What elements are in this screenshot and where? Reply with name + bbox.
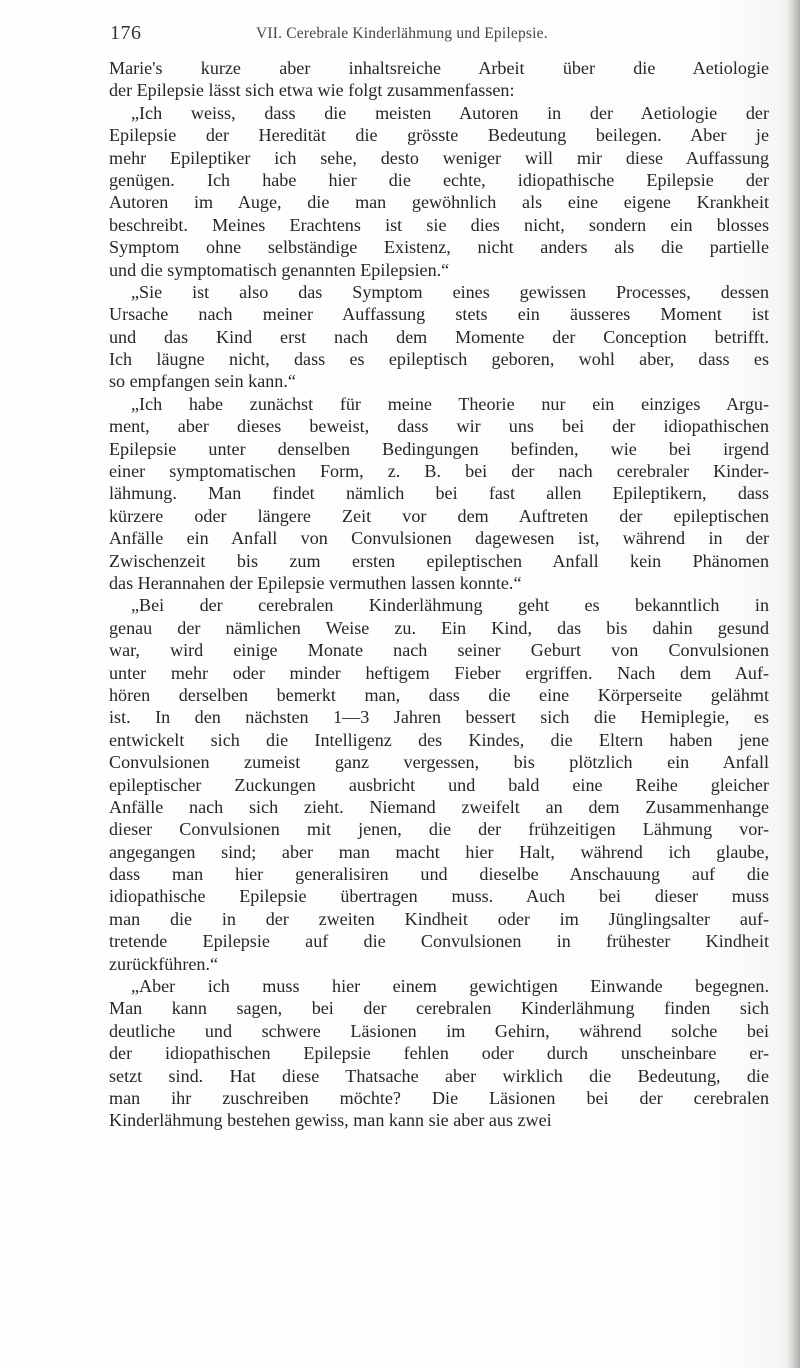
text-line: epileptischer Zuckungen ausbricht und bald eine Reihe gleicher	[109, 774, 769, 795]
text-line: der Epilepsie lässt sich etwa wie folgt zusammenfassen:	[109, 80, 515, 101]
text-line: mehr Epileptiker ich sehe, desto weniger will mir diese Auffassung	[109, 147, 769, 168]
text-line: Ich läugne nicht, dass es epileptisch geboren, wohl aber, dass es	[109, 349, 769, 370]
text-line: ist. In den nächsten 1—3 Jahren bessert sich die Hemiplegie, es	[109, 707, 769, 728]
text-line: Zwischenzeit bis zum ersten epileptischen Anfall kein Phänomen	[109, 550, 769, 571]
text-line: zurückführen.“	[109, 953, 219, 974]
page-number: 176	[110, 22, 142, 44]
text-line: „Aber ich muss hier einem gewichtigen Einwande begegnen.	[131, 976, 769, 997]
text-line: Autoren im Auge, die man gewöhnlich als eine eigene Krankheit	[109, 192, 769, 213]
paragraph	[109, 393, 769, 595]
paragraph	[109, 102, 769, 281]
text-line: lähmung. Man findet nämlich bei fast allen Epileptikern, dass	[109, 483, 769, 504]
text-line: „Bei der cerebralen Kinderlähmung geht es bekanntlich in	[131, 595, 769, 616]
text-line: hören derselben bemerkt man, dass die eine Körperseite gelähmt	[109, 684, 769, 705]
text-line: idiopathische Epilepsie übertragen muss. Auch bei dieser muss	[109, 886, 769, 907]
text-line: Marie's kurze aber inhaltsreiche Arbeit über die Aetiologie	[109, 58, 769, 78]
text-line: „Ich weiss, dass die meisten Autoren in der Aetiologie der	[131, 102, 769, 123]
text-line: Epilepsie der Heredität die grösste Bedeutung beilegen. Aber je	[109, 125, 769, 146]
text-line: genügen. Ich habe hier die echte, idiopathische Epilepsie der	[109, 169, 769, 190]
text-line: Kinderlähmung bestehen gewiss, man kann sie aber aus zwei	[109, 1110, 552, 1131]
text-line: unter mehr oder minder heftigem Fieber ergriffen. Nach dem Auf-	[109, 662, 769, 683]
text-line: Ursache nach meiner Auffassung stets ein äusseres Moment ist	[109, 304, 769, 325]
text-line: war, wird einige Monate nach seiner Geburt von Convulsionen	[109, 640, 769, 661]
text-line: genau der nämlichen Weise zu. Ein Kind, das bis dahin gesund	[109, 617, 769, 638]
text-line: so empfangen sein kann.“	[109, 371, 296, 392]
body-text	[109, 57, 769, 1132]
text-line: man die in der zweiten Kindheit oder im Jünglingsalter auf-	[109, 908, 769, 929]
paragraph	[109, 594, 769, 975]
text-line: entwickelt sich die Intelligenz des Kindes, die Eltern haben jene	[109, 729, 769, 750]
chapter-heading: VII. Cerebrale Kinderlähmung und Epilepsie.	[256, 25, 548, 42]
text-line: dass man hier generalisiren und dieselbe Anschauung auf die	[109, 864, 769, 885]
text-line: Symptom ohne selbständige Existenz, nicht anders als die partielle	[109, 237, 769, 258]
text-line: ment, aber dieses beweist, dass wir uns bei der idiopathischen	[109, 416, 769, 437]
text-line: deutliche und schwere Läsionen im Gehirn, während solche bei	[109, 1020, 769, 1041]
text-line: dieser Convulsionen mit jenen, die der frühzeitigen Lähmung vor-	[109, 819, 769, 840]
text-line: Convulsionen zumeist ganz vergessen, bis plötzlich ein Anfall	[109, 752, 769, 773]
text-line: einer symptomatischen Form, z. B. bei der nach cerebraler Kinder-	[109, 461, 769, 482]
text-line: kürzere oder längere Zeit vor dem Auftreten der epileptischen	[109, 505, 769, 526]
text-line: Anfälle ein Anfall von Convulsionen dagewesen ist, während in der	[109, 528, 769, 549]
paragraph	[109, 281, 769, 393]
text-line: Epilepsie unter denselben Bedingungen befinden, wie bei irgend	[109, 438, 769, 459]
text-line: „Ich habe zunächst für meine Theorie nur ein einziges Argu-	[131, 393, 769, 414]
text-line: und die symptomatisch genannten Epilepsien.“	[109, 259, 450, 280]
text-line: „Sie ist also das Symptom eines gewissen Processes, dessen	[131, 281, 769, 302]
running-head	[110, 22, 740, 50]
text-line: Man kann sagen, bei der cerebralen Kinderlähmung finden sich	[109, 998, 769, 1019]
page-binding-edge	[786, 0, 800, 1368]
text-line: das Herannahen der Epilepsie vermuthen lassen konnte.“	[109, 572, 522, 593]
text-line: der idiopathischen Epilepsie fehlen oder durch unscheinbare er-	[109, 1043, 769, 1064]
text-line: Anfälle nach sich zieht. Niemand zweifelt an dem Zusammenhange	[109, 796, 769, 817]
text-line: setzt sind. Hat diese Thatsache aber wirklich die Bedeutung, die	[109, 1065, 769, 1086]
text-line: und das Kind erst nach dem Momente der Conception betrifft.	[109, 326, 769, 347]
text-line: man ihr zuschreiben möchte? Die Läsionen bei der cerebralen	[109, 1087, 769, 1108]
text-line: angegangen sind; aber man macht hier Halt, während ich glaube,	[109, 841, 769, 862]
paragraph	[109, 975, 769, 1132]
text-line: beschreibt. Meines Erachtens ist sie dies nicht, sondern ein blosses	[109, 214, 769, 235]
text-line: tretende Epilepsie auf die Convulsionen in frühester Kindheit	[109, 931, 769, 952]
paragraph	[109, 57, 769, 102]
